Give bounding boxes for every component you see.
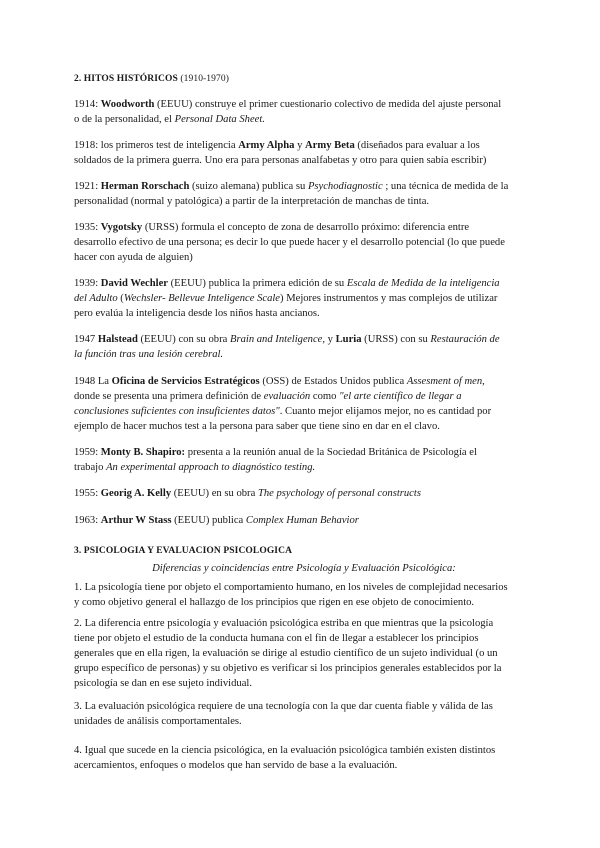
entry-1939-line-2: del Adulto (Wechsler- Bellevue Inteligence Scale) Mejores instrumentos y mas complejos de utilizar [74,293,498,304]
paragraph-1-line-1: 1. La psicología tiene por objeto el comportamiento humano, en los niveles de complejidad necesarios [74,582,508,593]
entry-1921-line-2: personalidad (normal y patológica) a partir de la interpretación de manchas de tinta. [74,196,430,207]
entry-name: Monty B. Shapiro: [100,447,186,458]
paragraph-4-line-1: 4. Igual que sucede en la ciencia psicológica, en la evaluación psicológica también existen distintos [74,745,496,756]
paragraph-2-line-3: generales que en ella rigen, la evaluación se dirige al estudio científico de un sujeto individual (o un [74,648,498,659]
entry-1963-line-1: 1963: Arthur W Stass (EEUU) publica Complex Human Behavior [74,515,359,526]
section-2-heading [74,72,534,87]
entry-1948-line-4: ejemplo de hacer muchos test a la persona para saber que tiene sino en dar en el clavo. [74,421,440,432]
section-3-heading: 3. PSICOLOGIA Y EVALUACION PSICOLOGICA [74,546,293,556]
entry-1935-line-2: desarrollo efectivo de una persona; es decir lo que puede hacer y el desarrollo potencial (lo que puede [74,237,505,248]
entry-name: Georig A. Kelly [100,488,172,499]
entry-1935-line-3: hacer con ayuda de alguien) [74,252,193,263]
entry-name: Luria [335,334,362,345]
section-2-years: (1910-1970) [180,74,229,84]
entry-1955-line-1: 1955: Georig A. Kelly (EEUU) en su obra The psychology of personal constructs [74,488,421,499]
entry-1947-line-2: la función tras una lesión cerebral. [74,349,224,360]
section-2-title: 2. HITOS HISTÓRICOS [74,74,178,84]
entry-1935-line-1: 1935: Vygotsky (URSS) formula el concepto de zona de desarrollo próximo: diferencia entre [74,222,470,233]
entry-name: Halstead [97,334,138,345]
entry-name: Woodworth [100,99,155,110]
entry-1914-line-1: 1914: Woodworth (EEUU) construye el primer cuestionario colectivo de medida del ajuste personal [74,99,502,110]
paragraph-3-line-2: unidades de análisis comportamentales. [74,716,242,727]
entry-1918-line-2: soldados de la primera guerra. Uno era para personas analfabetas y otro para quien sabía escribir) [74,155,487,166]
entry-1948-line-2: donde se presenta una primera definición de evaluación como "el arte científico de llegar a [74,391,462,402]
entry-1959-line-1: 1959: Monty B. Shapiro: presenta a la reunión anual de la Sociedad Británica de Psicología el [74,447,477,458]
entry-1918-line-1: 1918: los primeros test de inteligencia Army Alpha y Army Beta (diseñados para evaluar a los [74,140,480,151]
paragraph-3-line-1: 3. La evaluación psicológica requiere de una tecnología con la que dar cuenta fiable y válida de las [74,701,493,712]
paragraph-1-line-2: y como objetivo general el hallazgo de los principios que rigen en ese objeto de conocimiento. [74,597,475,608]
entry-1959-line-2: trabajo An experimental approach to diagnóstico testing. [74,462,316,473]
paragraph-2-line-2: tiene por objeto el estudio de la conducta humana con el fin de llegar a establecer los principios [74,633,479,644]
entry-1914-line-2: o de la personalidad, el Personal Data Sheet. [74,114,265,125]
entry-name: Arthur W Stass [100,515,172,526]
entry-1948-line-3: conclusiones suficientes con insuficientes datos". Cuanto mejor elijamos mejor, no es cantidad por [74,406,492,417]
entry-1947-line-1: 1947 Halstead (EEUU) con su obra Brain and Inteligence, y Luria (URSS) con su Restauración de [74,334,500,345]
entry-1948-line-1: 1948 La Oficina de Servicios Estratégicos (OSS) de Estados Unidos publica Assesment of men, [74,376,485,387]
section-3-subtitle: Diferencias y coincidencias entre Psicología y Evaluación Psicológica: [152,563,456,574]
entry-name: Army Beta [305,140,355,151]
entry-1939-line-1: 1939: David Wechler (EEUU) publica la primera edición de su Escala de Medida de la inteligencia [74,278,500,289]
entry-name: David Wechler [100,278,168,289]
entry-name: Oficina de Servicios Estratégicos [111,376,260,387]
entry-name: Army Alpha [238,140,295,151]
paragraph-2-line-4: grupo específico de personas) y su objetivo es verificar si los principios generales establecidos por la [74,663,502,674]
entry-name: Vygotsky [100,222,143,233]
entry-1939-line-3: pero evalúa la inteligencia desde los niños hasta ancianos. [74,308,320,319]
paragraph-4-line-2: acercamientos, enfoques o modelos que han servido de base a la evaluación. [74,760,398,771]
entry-name: Herman Rorschach [100,181,190,192]
paragraph-2-line-5: psicología se dan en ese sujeto individual. [74,678,252,689]
entry-1921-line-1: 1921: Herman Rorschach (suizo alemana) publica su Psychodiagnostic ; una técnica de medida de la [74,181,509,192]
paragraph-2-line-1: 2. La diferencia entre psicología y evaluación psicológica estriba en que mientras que la psicología [74,618,494,629]
